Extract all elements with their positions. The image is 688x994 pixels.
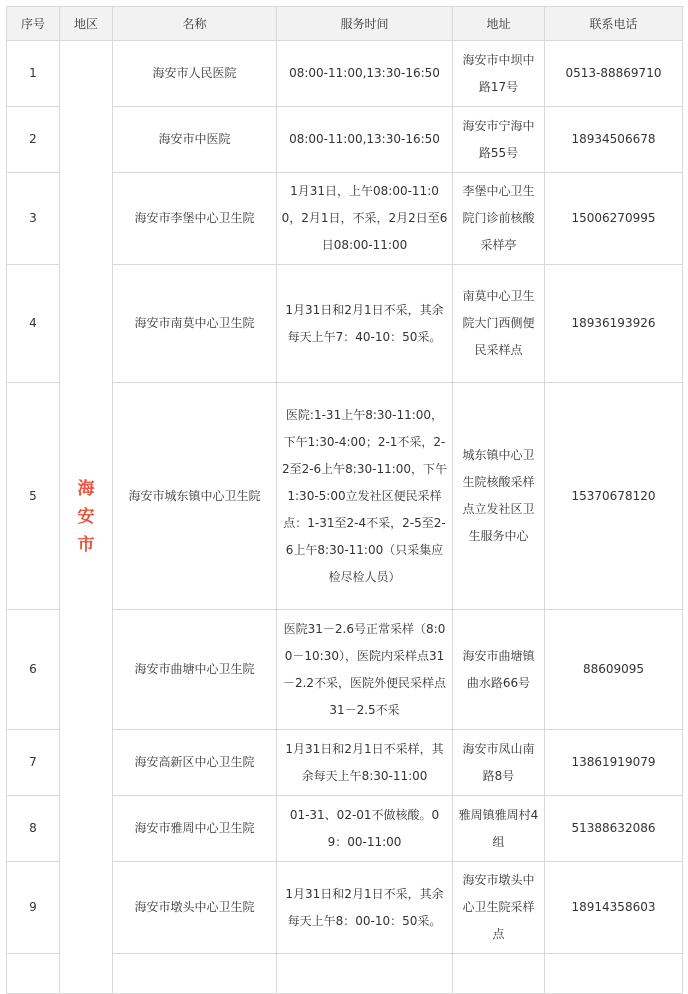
cell-name: 海安市城东镇中心卫生院 (113, 383, 277, 610)
cell-hours: 1月31日和2月1日不采样，其余每天上午8:30-11:00 (277, 730, 453, 796)
cell-hours: 08:00-11:00,13:30-16:50 (277, 41, 453, 107)
cell-name: 海安市墩头中心卫生院 (113, 862, 277, 954)
cell-phone: 18936193926 (545, 265, 683, 383)
testing-sites-table (6, 6, 683, 994)
cell-no: 4 (7, 265, 60, 383)
cell-name: 海安市曲塘中心卫生院 (113, 610, 277, 730)
cell-phone: 15006270995 (545, 173, 683, 265)
cell-no: 2 (7, 107, 60, 173)
cell-phone: 15370678120 (545, 383, 683, 610)
region-label: 海安市 (77, 478, 95, 555)
cell-address: 海安市中坝中路17号 (453, 41, 545, 107)
cell-address: 海安市曲塘镇曲水路66号 (453, 610, 545, 730)
header-no: 序号 (7, 7, 60, 41)
cell-phone: 51388632086 (545, 796, 683, 862)
cell-hours: 01-31、02-01不做核酸。09：00-11:00 (277, 796, 453, 862)
cell-name: 海安市中医院 (113, 107, 277, 173)
cell-no: 5 (7, 383, 60, 610)
cell-hours: 08:00-11:00,13:30-16:50 (277, 107, 453, 173)
cell-empty (545, 954, 683, 994)
cell-no: 6 (7, 610, 60, 730)
cell-address: 李堡中心卫生院门诊前核酸采样亭 (453, 173, 545, 265)
cell-address: 海安市宁海中路55号 (453, 107, 545, 173)
cell-address: 南莫中心卫生院大门西侧便民采样点 (453, 265, 545, 383)
header-address: 地址 (453, 7, 545, 41)
cell-name: 海安市雅周中心卫生院 (113, 796, 277, 862)
cell-region (60, 41, 113, 994)
cell-empty (7, 954, 60, 994)
cell-hours: 1月31日和2月1日不采，其余每天上午8：00-10：50采。 (277, 862, 453, 954)
cell-empty (113, 954, 277, 994)
cell-hours: 医院:1-31上午8:30-11:00，下午1:30-4:00；2-1不采，2-2至2-6上午8:30-11:00，下午1:30-5:00立发社区便民采样点：1-31至2-4不采，2-5至2-6上午8:30-11:00（只采集应检尽检人员） (277, 383, 453, 610)
cell-phone: 13861919079 (545, 730, 683, 796)
cell-empty (453, 954, 545, 994)
cell-phone: 88609095 (545, 610, 683, 730)
table-row (7, 41, 683, 107)
cell-hours: 1月31日和2月1日不采，其余每天上午7：40-10：50采。 (277, 265, 453, 383)
cell-address: 雅周镇雅周村4组 (453, 796, 545, 862)
header-name: 名称 (113, 7, 277, 41)
cell-no: 3 (7, 173, 60, 265)
table-header-row (7, 7, 683, 41)
cell-name: 海安高新区中心卫生院 (113, 730, 277, 796)
cell-no: 7 (7, 730, 60, 796)
cell-phone: 18934506678 (545, 107, 683, 173)
cell-name: 海安市人民医院 (113, 41, 277, 107)
cell-address: 海安市墩头中心卫生院采样点 (453, 862, 545, 954)
cell-no: 8 (7, 796, 60, 862)
cell-empty (277, 954, 453, 994)
cell-phone: 0513-88869710 (545, 41, 683, 107)
cell-no: 9 (7, 862, 60, 954)
cell-no: 1 (7, 41, 60, 107)
header-hours: 服务时间 (277, 7, 453, 41)
cell-address: 城东镇中心卫生院核酸采样点立发社区卫生服务中心 (453, 383, 545, 610)
header-region: 地区 (60, 7, 113, 41)
header-phone: 联系电话 (545, 7, 683, 41)
cell-phone: 18914358603 (545, 862, 683, 954)
cell-hours: 1月31日，上午08:00-11:00，2月1日，不采，2月2日至6日08:00-11:00 (277, 173, 453, 265)
cell-name: 海安市南莫中心卫生院 (113, 265, 277, 383)
cell-hours: 医院31－2.6号正常采样（8:00－10:30），医院内采样点31－2.2不采，医院外便民采样点31－2.5不采 (277, 610, 453, 730)
cell-address: 海安市凤山南路8号 (453, 730, 545, 796)
cell-name: 海安市李堡中心卫生院 (113, 173, 277, 265)
